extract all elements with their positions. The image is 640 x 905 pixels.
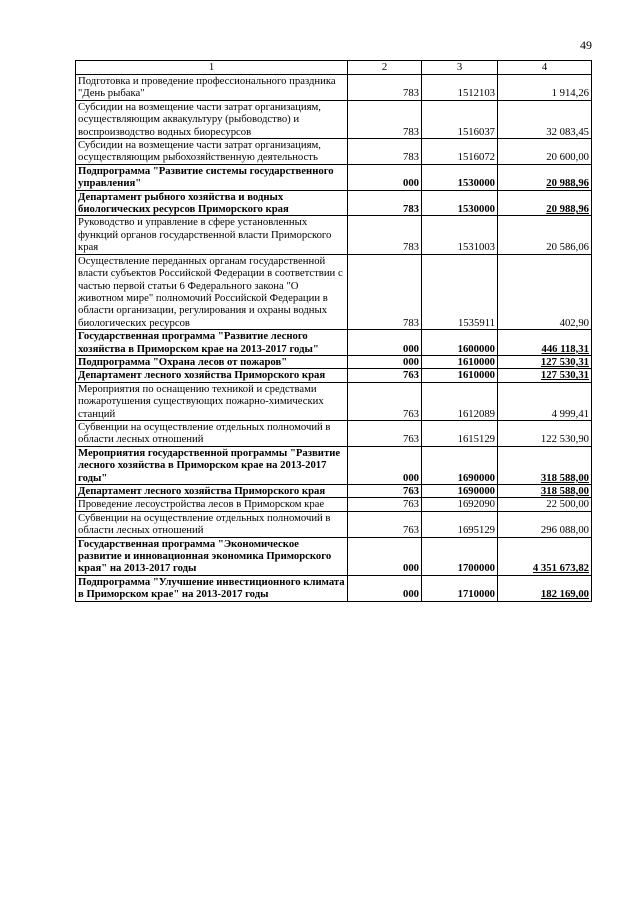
- cell-amount: 296 088,00: [498, 511, 592, 537]
- cell-amount: 20 988,96: [498, 164, 592, 190]
- cell-ved: 000: [348, 575, 422, 601]
- cell-amount: 402,90: [498, 254, 592, 329]
- table-row: [76, 420, 592, 446]
- cell-name: Подпрограмма "Улучшение инвестиционного климата в Приморском крае" на 2013-2017 годы: [76, 575, 348, 601]
- cell-ved: 763: [348, 498, 422, 511]
- cell-name: Подготовка и проведение профессионального праздника "День рыбака": [76, 75, 348, 101]
- cell-amount: 127 530,31: [498, 355, 592, 368]
- cell-code: 1615129: [422, 420, 498, 446]
- column-header-name: 1: [76, 61, 348, 75]
- table-row: [76, 485, 592, 498]
- table-row: [76, 369, 592, 382]
- cell-name: Департамент лесного хозяйства Приморского края: [76, 485, 348, 498]
- cell-amount: 122 530,90: [498, 420, 592, 446]
- cell-code: 1610000: [422, 355, 498, 368]
- cell-ved: 783: [348, 254, 422, 329]
- table-row: [76, 164, 592, 190]
- cell-code: 1695129: [422, 511, 498, 537]
- cell-ved: 000: [348, 537, 422, 575]
- cell-code: 1530000: [422, 164, 498, 190]
- cell-ved: 000: [348, 446, 422, 484]
- cell-name: Государственная программа "Развитие лесного хозяйства в Приморском крае на 2013-2017 годы": [76, 330, 348, 356]
- cell-ved: 783: [348, 190, 422, 216]
- table-row: [76, 575, 592, 601]
- cell-amount: 4 999,41: [498, 382, 592, 420]
- page-number: 49: [580, 38, 592, 52]
- cell-name: Мероприятия государственной программы "Развитие лесного хозяйства в Приморском крае на 2013-2017 годы": [76, 446, 348, 484]
- cell-code: 1692090: [422, 498, 498, 511]
- cell-ved: 763: [348, 511, 422, 537]
- cell-code: 1531003: [422, 216, 498, 254]
- cell-ved: 783: [348, 75, 422, 101]
- cell-ved: 783: [348, 216, 422, 254]
- cell-ved: 000: [348, 164, 422, 190]
- cell-code: 1512103: [422, 75, 498, 101]
- table-row: [76, 382, 592, 420]
- cell-name: Субвенции на осуществление отдельных полномочий в области лесных отношений: [76, 511, 348, 537]
- table-header-row: [76, 61, 592, 75]
- cell-code: 1516072: [422, 139, 498, 165]
- column-header-target-code: 3: [422, 61, 498, 75]
- budget-table: [75, 60, 592, 602]
- cell-ved: 763: [348, 382, 422, 420]
- cell-ved: 783: [348, 100, 422, 138]
- cell-ved: 763: [348, 485, 422, 498]
- cell-amount: 127 530,31: [498, 369, 592, 382]
- cell-name: Государственная программа "Экономическое развитие и инновационная экономика Приморского края" на 2013-2017 годы: [76, 537, 348, 575]
- cell-name: Проведение лесоустройства лесов в Приморском крае: [76, 498, 348, 511]
- table-row: [76, 254, 592, 329]
- cell-code: 1700000: [422, 537, 498, 575]
- cell-name: Подпрограмма "Охрана лесов от пожаров": [76, 355, 348, 368]
- cell-amount: 20 988,96: [498, 190, 592, 216]
- cell-name: Субсидии на возмещение части затрат организациям, осуществляющим рыбохозяйственную деятельность: [76, 139, 348, 165]
- cell-code: 1690000: [422, 485, 498, 498]
- cell-name: Руководство и управление в сфере установленных функций органов государственной власти Приморского края: [76, 216, 348, 254]
- cell-name: Мероприятия по оснащению техникой и средствами пожаротушения существующих пожарно-химических станций: [76, 382, 348, 420]
- cell-amount: 182 169,00: [498, 575, 592, 601]
- cell-amount: 20 586,06: [498, 216, 592, 254]
- cell-name: Подпрограмма "Развитие системы государственного управления": [76, 164, 348, 190]
- cell-ved: 763: [348, 420, 422, 446]
- column-header-department: 2: [348, 61, 422, 75]
- cell-ved: 000: [348, 355, 422, 368]
- column-header-amount: 4: [498, 61, 592, 75]
- cell-code: 1710000: [422, 575, 498, 601]
- table-row: [76, 75, 592, 101]
- table-row: [76, 446, 592, 484]
- cell-code: 1516037: [422, 100, 498, 138]
- cell-code: 1535911: [422, 254, 498, 329]
- cell-amount: 32 083,45: [498, 100, 592, 138]
- cell-name: Осуществление переданных органам государственной власти субъектов Российской Федерации в соответствии с частью первой статьи 6 Федерального закона "О животном мире" полномочий Российской Федерации в области организации, регулирования и охраны водных биологических ресурсов: [76, 254, 348, 329]
- cell-ved: 000: [348, 330, 422, 356]
- cell-amount: 1 914,26: [498, 75, 592, 101]
- cell-name: Департамент рыбного хозяйства и водных биологических ресурсов Приморского края: [76, 190, 348, 216]
- cell-code: 1600000: [422, 330, 498, 356]
- cell-code: 1690000: [422, 446, 498, 484]
- cell-amount: 20 600,00: [498, 139, 592, 165]
- table-row: [76, 330, 592, 356]
- table-body: [76, 75, 592, 602]
- table-row: [76, 511, 592, 537]
- cell-code: 1530000: [422, 190, 498, 216]
- cell-code: 1612089: [422, 382, 498, 420]
- cell-amount: 446 118,31: [498, 330, 592, 356]
- cell-ved: 763: [348, 369, 422, 382]
- table-row: [76, 100, 592, 138]
- table-row: [76, 355, 592, 368]
- cell-amount: 318 588,00: [498, 446, 592, 484]
- cell-name: Департамент лесного хозяйства Приморского края: [76, 369, 348, 382]
- table-row: [76, 216, 592, 254]
- cell-amount: 318 588,00: [498, 485, 592, 498]
- cell-code: 1610000: [422, 369, 498, 382]
- table-row: [76, 139, 592, 165]
- cell-amount: 4 351 673,82: [498, 537, 592, 575]
- table-row: [76, 537, 592, 575]
- cell-name: Субвенции на осуществление отдельных полномочий в области лесных отношений: [76, 420, 348, 446]
- cell-name: Субсидии на возмещение части затрат организациям, осуществляющим аквакультуру (рыбоводство) и воспроизводство водных биоресурсов: [76, 100, 348, 138]
- table-row: [76, 190, 592, 216]
- cell-amount: 22 500,00: [498, 498, 592, 511]
- cell-ved: 783: [348, 139, 422, 165]
- table-row: [76, 498, 592, 511]
